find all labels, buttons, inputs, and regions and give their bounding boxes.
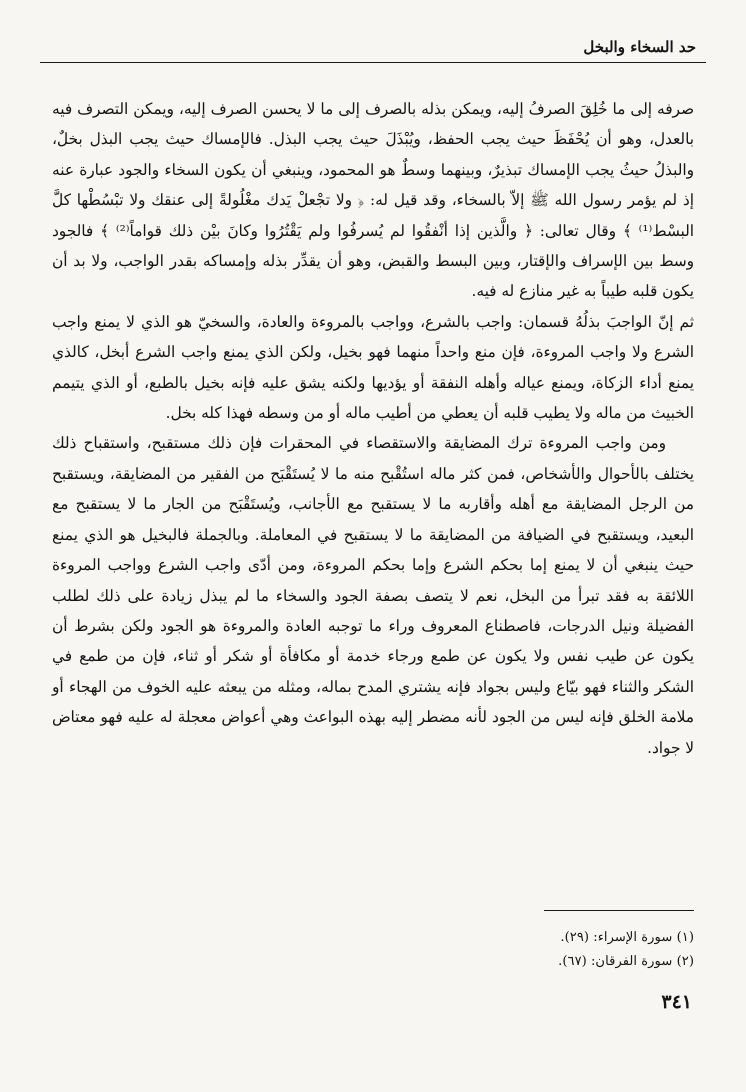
footnote-1: (١) سورة الإسراء: (٢٩). — [560, 930, 694, 945]
page-number: ٣٤١ — [661, 991, 692, 1013]
paragraph-1: صرفه إلى ما خُلِقَ الصرفُ إليه، ويمكن بذله بالصرف إلى ما لا يحسن الصرف إليه، ويمكن التصرف فيه بالعدل، وهو أن يُحْفَظَ حيث يجب الحفظ، ويُبْذَلَ حيث يجب البذل. فالإمساك حيث يجب البذل بخلٌ، والبذلُ حيثُ يجب الإمساك تبذيرٌ، وبينهما وسطٌ هو المحمود، وينبغي أن يكون السخاء والجود عبارة عنه إذ لم يؤمر رسول الله ﷺ إلاّ بالسخاء، وقد قيل له: ﴿ ولا تجْعلْ يَدك مغْلُولةً إلى عنقك ولا تبْسُطْها كلَّ البسْط⁽¹⁾ ﴾ وقال تعالى: ﴿ والَّذين إذا أنْفقُوا لم يُسرفُوا ولم يَقْتُرُوا وكانَ بيْن ذلك قواماً⁽²⁾ ﴾ فالجود وسط بين الإسراف والإقتار، وبين البسط والقبض، وهو أن يقدِّر بذله وإمساكه بقدر الواجب، ولا بد أن يكون قلبه طيباً به غير منازع له فيه. — [52, 100, 694, 301]
footnote-rule — [544, 910, 694, 911]
footnote-2: (٢) سورة الفرقان: (٦٧). — [558, 954, 694, 969]
body-text — [52, 94, 694, 763]
running-head-title: حد السخاء والبخل — [583, 38, 696, 56]
header-rule — [40, 62, 706, 63]
footnotes — [294, 926, 694, 974]
running-head — [40, 36, 706, 64]
paragraph-2: ثم إنّ الواجبَ بذلُهُ قسمان: واجب بالشرع، وواجب بالمروءة والعادة، والسخيّ هو الذي لا يمنع واجب الشرع ولا واجب المروءة، فإن منع واحداً منهما فهو بخيل، ولكن الذي يمنع واجب الشرع أبخل، كالذي يمنع أداء الزكاة، ويمنع عياله وأهله النفقة أو يؤديها ولكنه يشق عليه فإنه بخيل بالطبع، أو الذي يتيمم الخبيث من ماله ولا يطيب قلبه أن يعطي من أطيب ماله أو من وسطه فهذا كله بخل. — [52, 312, 694, 423]
paragraph-3: ومن واجب المروءة ترك المضايقة والاستقصاء في المحقرات فإن ذلك مستقبح، واستقباح ذلك يختلف بالأحوال والأشخاص، فمن كثر ماله استُقْبح منه ما لا يُستَقْبَح من الفقير من المضايقة، ويستقبح من الرجل المضايقة مع أهله وأقاربه ما لا يستقبح مع الأجانب، ويُستَقْبَح من الجار ما لا يستقبح مع البعيد، ويستقبح في الضيافة من المضايقة ما لا يستقبح في المعاملة. وبالجملة فالبخيل هو الذي يمنع حيث ينبغي أن لا يمنع إما بحكم الشرع وإما بحكم المروءة، ومن أدّى واجب الشرع وواجب المروءة اللائقة به فقد تبرأ من البخل، نعم لا يتصف بصفة الجود والسخاء ما لم يبذل زيادة على ذلك لطلب الفضيلة ونيل الدرجات، فاصطناع المعروف وراء ما توجبه العادة والمروءة هو الجود ولكن بشرط أن يكون عن طيب نفس ولا يكون عن طمع ورجاء خدمة أو مكافأة أو شكر أو ثناء، فإن من طمع في الشكر والثناء فهو بيّاع وليس بجواد فإنه يشتري المدح بماله، ومثله من يبعثه عليه الخوف من الهجاء أو ملامة الخلق فإنه ليس من الجود لأنه مضطر إليه بهذه البواعث وهي أعواض معجلة له عليه فهو معتاض لا جواد. — [52, 434, 694, 757]
